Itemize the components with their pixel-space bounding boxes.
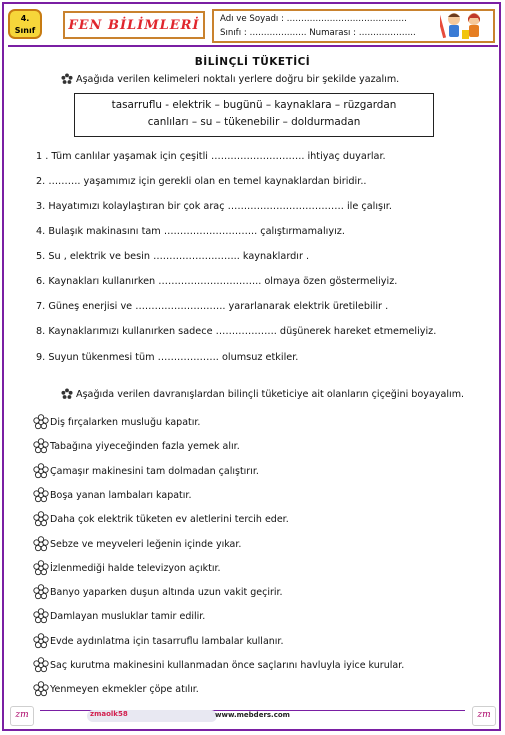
flower-color-icon[interactable]: [33, 414, 49, 430]
kids-illustration-icon: [440, 10, 490, 42]
word-bank-line-1: tasarruflu - elektrik – bugünü – kaynaklara – rüzgardan: [111, 99, 397, 111]
behavior-item: Evde aydınlatma için tasarruflu lambalar kullanır.: [50, 636, 284, 647]
behavior-item: Sebze ve meyveleri leğenin içinde yıkar.: [50, 539, 242, 550]
word-bank: [74, 93, 434, 137]
flower-color-icon[interactable]: [33, 681, 49, 697]
subject-title: FEN BİLİMLERİ: [63, 11, 205, 39]
header-divider: [8, 45, 498, 47]
zm-logo-right: zm: [472, 706, 496, 726]
grade-badge: [8, 9, 42, 39]
class-number-field[interactable]: Sınıfı : ……………….. Numarası : ………………..: [220, 28, 416, 38]
flower-color-icon[interactable]: [33, 463, 49, 479]
flower-color-icon[interactable]: [33, 657, 49, 673]
behavior-item: Damlayan musluklar tamir edilir.: [50, 611, 206, 622]
flower-color-icon[interactable]: [33, 487, 49, 503]
flower-color-icon[interactable]: [33, 536, 49, 552]
flower-bullet-icon: [61, 388, 73, 400]
flower-color-icon[interactable]: [33, 584, 49, 600]
question-4: 4. Bulaşık makinasını tam ……………………….. çalıştırmamalıyız.: [36, 226, 345, 237]
question-1: 1 . Tüm canlılar yaşamak için çeşitli ……………………….. ihtiyaç duyarlar.: [36, 151, 386, 162]
flower-color-icon[interactable]: [33, 511, 49, 527]
name-field[interactable]: Adı ve Soyadı : ……………………………………: [220, 14, 407, 24]
question-9: 9. Suyun tükenmesi tüm ………………. olumsuz etkiler.: [36, 352, 299, 363]
flower-color-icon[interactable]: [33, 608, 49, 624]
footer-tag: zmaolk58: [90, 710, 128, 718]
behavior-item: İzlenmediği halde televizyon açıktır.: [50, 563, 221, 574]
behavior-item: Diş fırçalarken musluğu kapatır.: [50, 417, 201, 428]
behavior-item: Daha çok elektrik tüketen ev aletlerini tercih eder.: [50, 514, 289, 525]
grade-label: Sınıf: [14, 26, 36, 35]
behavior-item: Yenmeyen ekmekler çöpe atılır.: [50, 684, 199, 695]
grade-number: 4.: [20, 14, 30, 23]
flower-color-icon[interactable]: [33, 560, 49, 576]
question-8: 8. Kaynaklarımızı kullanırken sadece ………………. düşünerek hareket etmemeliyiz.: [36, 326, 437, 337]
flower-color-icon[interactable]: [33, 438, 49, 454]
behavior-item: Çamaşır makinesini tam dolmadan çalıştırır.: [50, 466, 259, 477]
zm-logo-left: zm: [10, 706, 34, 726]
behavior-item: Tabağına yiyeceğinden fazla yemek alır.: [50, 441, 240, 452]
part2-instruction: Aşağıda verilen davranışlardan bilinçli tüketiciye ait olanların çiçeğini boyayalım.: [76, 389, 465, 400]
part1-instruction: Aşağıda verilen kelimeleri noktalı yerlere doğru bir şekilde yazalım.: [76, 74, 400, 85]
behavior-item: Banyo yaparken duşun altında uzun vakit geçirir.: [50, 587, 283, 598]
flower-bullet-icon: [61, 73, 73, 85]
question-2: 2. ………. yaşamımız için gerekli olan en temel kaynaklardan biridir..: [36, 176, 367, 187]
flower-color-icon[interactable]: [33, 633, 49, 649]
page-title: BİLİNÇLİ TÜKETİCİ: [194, 56, 311, 68]
question-3: 3. Hayatımızı kolaylaştıran bir çok araç ……………………………… ile çalışır.: [36, 201, 392, 212]
footer-site-link[interactable]: www.mebders.com: [215, 711, 290, 719]
behavior-item: Saç kurutma makinesini kullanmadan önce saçlarını havluyla iyice kurular.: [50, 660, 405, 671]
question-5: 5. Su , elektrik ve besin ……………….…….. kaynaklardır .: [36, 251, 310, 262]
question-6: 6. Kaynakları kullanırken ………………………….. olmaya özen göstermeliyiz.: [36, 276, 398, 287]
question-7: 7. Güneş enerjisi ve ………………………. yararlanarak elektrik üretilebilir .: [36, 301, 389, 312]
word-bank-line-2: canlıları – su – tükenebilir – doldurmadan: [147, 116, 361, 128]
behavior-item: Boşa yanan lambaları kapatır.: [50, 490, 192, 501]
